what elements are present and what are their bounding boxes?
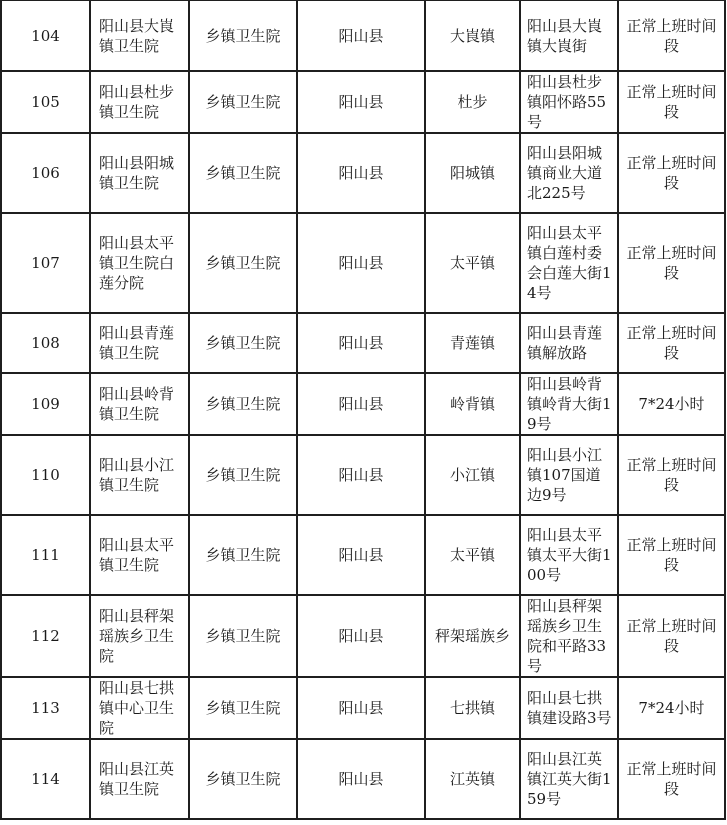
county: 阳山县 (297, 71, 425, 133)
facility-type: 乡镇卫生院 (189, 739, 297, 819)
town: 青莲镇 (425, 313, 520, 373)
county: 阳山县 (297, 213, 425, 313)
county: 阳山县 (297, 0, 425, 71)
service-hours: 正常上班时间段 (618, 0, 725, 71)
table-row (1, 0, 725, 71)
service-hours: 正常上班时间段 (618, 71, 725, 133)
service-hours: 正常上班时间段 (618, 213, 725, 313)
table-row (1, 133, 725, 213)
row-number: 105 (1, 71, 90, 133)
town: 七拱镇 (425, 677, 520, 739)
county: 阳山县 (297, 313, 425, 373)
town: 阳城镇 (425, 133, 520, 213)
service-hours: 正常上班时间段 (618, 595, 725, 677)
row-number: 106 (1, 133, 90, 213)
facility-name: 阳山县青莲镇卫生院 (90, 313, 189, 373)
county: 阳山县 (297, 373, 425, 435)
facility-type: 乡镇卫生院 (189, 133, 297, 213)
table-row (1, 739, 725, 819)
facility-name: 阳山县大崀镇卫生院 (90, 0, 189, 71)
facility-name: 阳山县阳城镇卫生院 (90, 133, 189, 213)
town: 大崀镇 (425, 0, 520, 71)
table-row (1, 373, 725, 435)
facility-type: 乡镇卫生院 (189, 677, 297, 739)
town: 太平镇 (425, 515, 520, 595)
facility-name: 阳山县岭背镇卫生院 (90, 373, 189, 435)
county: 阳山县 (297, 739, 425, 819)
county: 阳山县 (297, 595, 425, 677)
service-hours: 正常上班时间段 (618, 515, 725, 595)
table-row (1, 71, 725, 133)
table-body (1, 0, 725, 819)
table-row (1, 515, 725, 595)
row-number: 110 (1, 435, 90, 515)
facility-type: 乡镇卫生院 (189, 373, 297, 435)
facility-name: 阳山县杜步镇卫生院 (90, 71, 189, 133)
address: 阳山县大崀镇大崀街 (520, 0, 618, 71)
row-number: 104 (1, 0, 90, 71)
town: 小江镇 (425, 435, 520, 515)
table-row (1, 435, 725, 515)
facility-name: 阳山县秤架瑶族乡卫生院 (90, 595, 189, 677)
facility-type: 乡镇卫生院 (189, 313, 297, 373)
facility-name: 阳山县小江镇卫生院 (90, 435, 189, 515)
town: 秤架瑶族乡 (425, 595, 520, 677)
service-hours: 7*24小时 (618, 373, 725, 435)
address: 阳山县岭背镇岭背大街19号 (520, 373, 618, 435)
address: 阳山县太平镇白莲村委会白莲大街14号 (520, 213, 618, 313)
town: 杜步 (425, 71, 520, 133)
facility-type: 乡镇卫生院 (189, 71, 297, 133)
county: 阳山县 (297, 515, 425, 595)
facility-type: 乡镇卫生院 (189, 515, 297, 595)
facility-name: 阳山县太平镇卫生院白莲分院 (90, 213, 189, 313)
row-number: 108 (1, 313, 90, 373)
facility-type: 乡镇卫生院 (189, 0, 297, 71)
address: 阳山县青莲镇解放路 (520, 313, 618, 373)
facility-type: 乡镇卫生院 (189, 435, 297, 515)
address: 阳山县秤架瑶族乡卫生院和平路33号 (520, 595, 618, 677)
address: 阳山县太平镇太平大街100号 (520, 515, 618, 595)
service-hours: 正常上班时间段 (618, 739, 725, 819)
facility-name: 阳山县七拱镇中心卫生院 (90, 677, 189, 739)
facility-name: 阳山县太平镇卫生院 (90, 515, 189, 595)
facility-name: 阳山县江英镇卫生院 (90, 739, 189, 819)
row-number: 109 (1, 373, 90, 435)
facility-type: 乡镇卫生院 (189, 213, 297, 313)
town: 太平镇 (425, 213, 520, 313)
table-row (1, 677, 725, 739)
service-hours: 7*24小时 (618, 677, 725, 739)
row-number: 107 (1, 213, 90, 313)
service-hours: 正常上班时间段 (618, 435, 725, 515)
facility-type: 乡镇卫生院 (189, 595, 297, 677)
table-row (1, 595, 725, 677)
row-number: 113 (1, 677, 90, 739)
county: 阳山县 (297, 133, 425, 213)
county: 阳山县 (297, 435, 425, 515)
address: 阳山县江英镇江英大街159号 (520, 739, 618, 819)
town: 岭背镇 (425, 373, 520, 435)
address: 阳山县阳城镇商业大道北225号 (520, 133, 618, 213)
town: 江英镇 (425, 739, 520, 819)
row-number: 111 (1, 515, 90, 595)
row-number: 114 (1, 739, 90, 819)
address: 阳山县七拱镇建设路3号 (520, 677, 618, 739)
address: 阳山县杜步镇阳怀路55号 (520, 71, 618, 133)
county: 阳山县 (297, 677, 425, 739)
table-row (1, 213, 725, 313)
row-number: 112 (1, 595, 90, 677)
service-hours: 正常上班时间段 (618, 133, 725, 213)
table-row (1, 313, 725, 373)
service-hours: 正常上班时间段 (618, 313, 725, 373)
address: 阳山县小江镇107国道边9号 (520, 435, 618, 515)
